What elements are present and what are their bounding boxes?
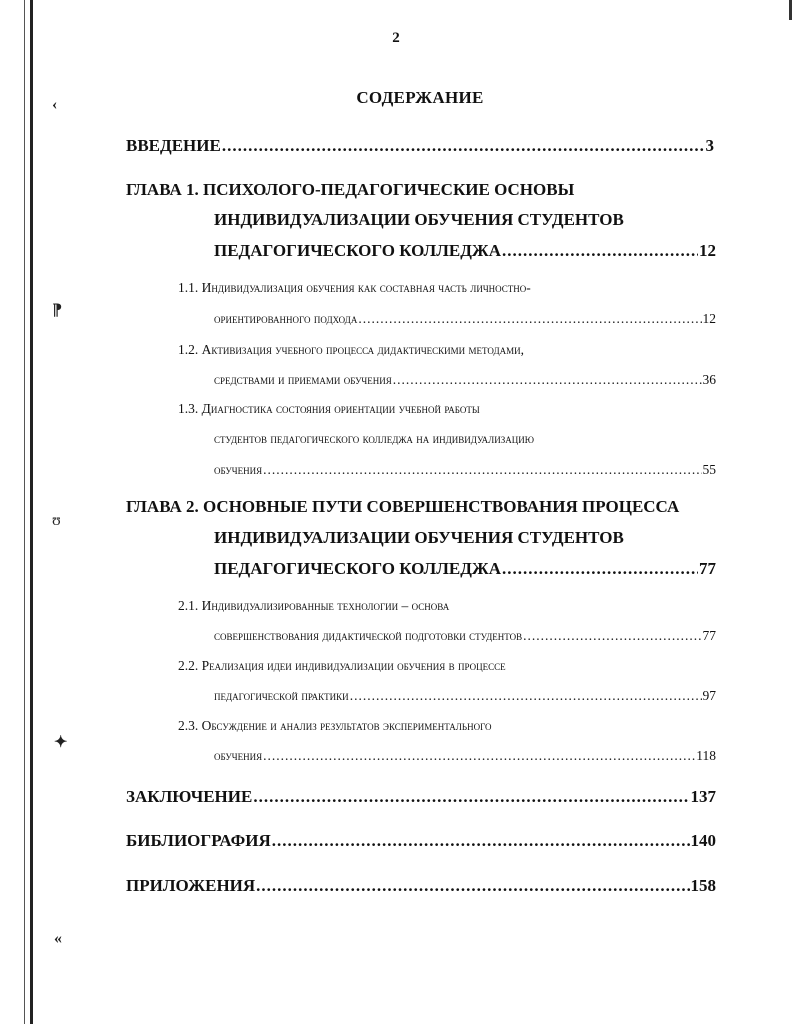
toc-entry-bibliography[interactable] — [126, 831, 716, 851]
toc-page-number: 36 — [702, 372, 716, 387]
section-1-1-line1[interactable]: 1.1. Индивидуализация обучения как составная часть личностно- — [178, 280, 531, 295]
toc-entry-title: ЗАКЛЮЧЕНИЕ — [126, 787, 253, 806]
scan-mark: ‹ — [52, 96, 58, 113]
chapter1-title-line2[interactable]: ИНДИВИДУАЛИЗАЦИИ ОБУЧЕНИЯ СТУДЕНТОВ — [214, 210, 624, 229]
section-1-3-line1[interactable]: 1.3. Диагностика состояния ориентации учебной работы — [178, 401, 480, 416]
toc-entry-appendix[interactable] — [126, 876, 716, 896]
toc-page-number: 140 — [690, 831, 716, 850]
toc-page-number: 55 — [702, 462, 716, 477]
dot-leader — [358, 311, 701, 327]
toc-entry-conclusion[interactable] — [126, 787, 716, 807]
section-2-3-line1[interactable]: 2.3. Обсуждение и анализ результатов экспериментального — [178, 718, 492, 733]
scan-mark: « — [54, 930, 62, 947]
chapter2-title-line1[interactable]: ГЛАВА 2. ОСНОВНЫЕ ПУТИ СОВЕРШЕНСТВОВАНИЯ ПРОЦЕССА — [126, 497, 680, 516]
toc-entry-chapter2[interactable] — [214, 559, 716, 579]
chapter1-title-line1[interactable]: ГЛАВА 1. ПСИХОЛОГО-ПЕДАГОГИЧЕСКИЕ ОСНОВЫ — [126, 180, 575, 199]
toc-entry-section-2-2[interactable] — [214, 688, 716, 704]
scan-edge-thin — [24, 0, 25, 1024]
toc-page-number: 3 — [705, 136, 714, 155]
section-1-2-line1[interactable]: 1.2. Активизация учебного процесса дидактическими методами, — [178, 342, 524, 357]
toc-entry-section-1-1[interactable] — [214, 311, 716, 327]
toc-entry-title: БИБЛИОГРАФИЯ — [126, 831, 271, 850]
toc-entry-title: средствами и приемами обучения — [214, 372, 392, 387]
toc-entry-title: ВВЕДЕНИЕ — [126, 136, 221, 155]
toc-page-number: 137 — [690, 787, 716, 806]
toc-page-number: 97 — [702, 688, 716, 703]
scan-edge — [30, 0, 33, 1024]
toc-page-number: 158 — [690, 876, 716, 895]
toc-entry-title: педагогической практики — [214, 688, 349, 703]
scan-mark: ʊ — [52, 512, 61, 529]
dot-leader — [393, 372, 702, 388]
dot-leader — [263, 462, 701, 478]
toc-page-number: 77 — [702, 628, 716, 643]
dot-leader — [502, 559, 698, 579]
toc-entry-title: ПРИЛОЖЕНИЯ — [126, 876, 256, 895]
dot-leader — [502, 241, 698, 261]
toc-entry-title: ориентированного подхода — [214, 311, 358, 326]
toc-entry-section-1-3[interactable] — [214, 462, 716, 478]
toc-entry-intro[interactable] — [126, 136, 714, 156]
chapter2-title-line2[interactable]: ИНДИВИДУАЛИЗАЦИИ ОБУЧЕНИЯ СТУДЕНТОВ — [214, 528, 624, 547]
dot-leader — [222, 136, 705, 156]
toc-entry-section-2-1[interactable] — [214, 628, 716, 644]
toc-page-number: 12 — [699, 241, 716, 260]
page-number: 2 — [392, 30, 400, 46]
toc-entry-chapter1[interactable] — [214, 241, 716, 261]
toc-page-number: 12 — [702, 311, 716, 326]
dot-leader — [256, 876, 689, 896]
toc-entry-title: обучения — [214, 748, 263, 763]
dot-leader — [350, 688, 702, 704]
dot-leader — [272, 831, 690, 851]
section-2-1-line1[interactable]: 2.1. Индивидуализированные технологии – основа — [178, 598, 450, 613]
toc-entry-title: обучения — [214, 462, 263, 477]
scan-mark: ✦ — [54, 734, 68, 751]
toc-title: СОДЕРЖАНИЕ — [356, 88, 484, 107]
section-1-3-line2[interactable]: студентов педагогического колледжа на индивидуализацию — [214, 431, 535, 446]
toc-entry-title: совершенствования дидактической подготовки студентов — [214, 628, 523, 643]
toc-entry-title: ПЕДАГОГИЧЕСКОГО КОЛЛЕДЖА — [214, 241, 502, 260]
dot-leader — [253, 787, 689, 807]
toc-entry-title: ПЕДАГОГИЧЕСКОГО КОЛЛЕДЖА — [214, 559, 502, 578]
section-2-2-line1[interactable]: 2.2. Реализация идеи индивидуализации обучения в процессе — [178, 658, 506, 673]
dot-leader — [263, 748, 695, 764]
toc-page-number: 118 — [696, 748, 716, 763]
dot-leader — [523, 628, 701, 644]
toc-entry-section-1-2[interactable] — [214, 372, 716, 388]
toc-page-number: 77 — [699, 559, 716, 578]
toc-entry-section-2-3[interactable] — [214, 748, 716, 764]
scan-mark: ⁋ — [52, 302, 63, 319]
